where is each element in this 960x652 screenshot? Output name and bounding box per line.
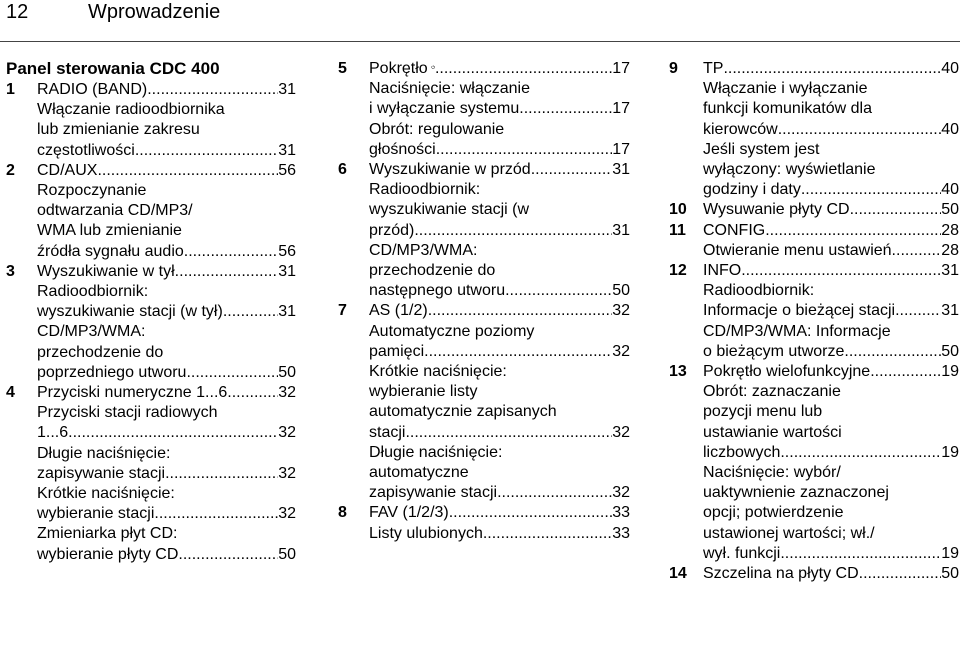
page-reference: 31 — [612, 161, 630, 179]
entry-text: Listy ulubionych — [369, 524, 483, 542]
entry-text: opcji; potwierdzenie — [703, 504, 844, 522]
item-number: 8 — [338, 504, 347, 522]
page-reference: 17 — [612, 100, 630, 118]
entry-text: Naciśnięcie: wybór/ — [703, 464, 841, 482]
leader-dots — [780, 544, 941, 564]
entry-text: przód) — [369, 221, 415, 239]
item-entry — [669, 200, 959, 220]
entry-text: FAV (1/2/3) — [369, 504, 449, 522]
toc-line — [369, 221, 630, 241]
toc-line — [369, 423, 630, 443]
entry-text: pozycji menu lub — [703, 403, 823, 421]
leader-dots — [186, 363, 278, 383]
toc-line — [37, 262, 296, 282]
page-reference: 50 — [612, 282, 630, 300]
entry-text: Pokrętło — [369, 60, 428, 77]
item-number: 6 — [338, 161, 347, 179]
entry-text: Przyciski numeryczne 1...6 — [37, 384, 228, 402]
entry-text: Otwieranie menu ustawień — [703, 241, 892, 259]
page-reference: 32 — [612, 484, 630, 502]
entry-text: CD/AUX — [37, 161, 98, 179]
item-entry — [6, 161, 296, 262]
leader-dots — [519, 99, 612, 119]
page-reference: 31 — [278, 81, 296, 98]
list-item — [338, 503, 630, 543]
entry-text: Przyciski stacji radiowych — [37, 404, 218, 422]
page-reference: 31 — [278, 262, 296, 280]
toc-line — [369, 140, 630, 160]
entry-text: AS (1/2) — [369, 302, 428, 320]
entry-text: Długie naciśnięcie: — [37, 444, 171, 462]
item-number: 13 — [669, 363, 687, 381]
toc-line — [369, 301, 630, 321]
entry-text: TP — [703, 60, 724, 77]
leader-dots — [436, 140, 613, 160]
page-reference: 50 — [941, 342, 959, 360]
page-reference: 50 — [278, 545, 296, 563]
entry-text: ustawionej wartości; wł./ — [703, 524, 875, 542]
item-entry — [669, 261, 959, 362]
entry-text: automatycznie zapisanych — [369, 403, 557, 421]
page-reference: 17 — [612, 140, 630, 158]
list-item — [6, 383, 296, 565]
item-entry — [669, 362, 959, 564]
entry-text: CD/MP3/WMA: Informacje — [703, 322, 891, 340]
list-item — [6, 161, 296, 262]
entry-text: i wyłączanie systemu — [369, 100, 520, 118]
item-entry — [669, 59, 959, 200]
entry-text: Automatyczne poziomy — [369, 322, 535, 340]
leader-dots — [97, 161, 278, 181]
entry-text: Włączanie i wyłączanie — [703, 80, 868, 98]
leader-dots — [449, 503, 612, 523]
entry-text: Jeśli system jest — [703, 140, 820, 158]
entry-text: wył. funkcji — [703, 544, 781, 562]
item-number: 2 — [6, 161, 15, 179]
leader-dots — [859, 564, 942, 584]
page-reference: 31 — [278, 303, 296, 321]
entry-text: wybieranie listy — [369, 383, 478, 401]
page-reference: 19 — [941, 544, 959, 562]
list-item — [338, 301, 630, 503]
entry-text: wyszukiwanie stacji (w tył) — [37, 303, 223, 321]
column-3 — [669, 59, 959, 584]
entry-text: wyszukiwanie stacji (w — [369, 201, 530, 219]
toc-line — [37, 161, 296, 181]
entry-text: źródła sygnału audio — [37, 242, 184, 260]
toc-line — [369, 99, 630, 119]
leader-dots — [175, 262, 279, 282]
page-reference: 50 — [941, 201, 959, 219]
item-entry — [6, 80, 296, 161]
entry-text: 1...6 — [37, 424, 69, 442]
page-reference: 50 — [941, 565, 959, 583]
toc-line — [37, 141, 296, 161]
entry-text: stacji — [369, 423, 406, 441]
entry-text: Informacje o bieżącej stacji — [703, 302, 896, 320]
item-entry — [338, 59, 630, 160]
entry-text: WMA lub zmienianie — [37, 222, 182, 240]
entry-text: przechodzenie do — [369, 262, 496, 280]
page-reference: 40 — [941, 120, 959, 138]
entry-text: Szczelina na płyty CD — [703, 565, 859, 583]
toc-line — [37, 545, 296, 565]
item-number: 1 — [6, 81, 15, 98]
leader-dots — [741, 261, 941, 281]
page-reference: 19 — [941, 363, 959, 381]
list-item — [669, 59, 959, 200]
leader-dots — [801, 180, 941, 200]
entry-text: Wyszukiwanie w przód — [369, 161, 531, 179]
entry-text: uaktywnienie zaznaczonej — [703, 484, 889, 502]
toc-line — [37, 363, 296, 383]
page-reference: 32 — [278, 505, 296, 523]
toc-line — [369, 59, 630, 79]
list-item — [669, 200, 959, 220]
leader-dots — [165, 464, 278, 484]
page-reference: 50 — [278, 363, 296, 381]
entry-text: godziny i daty — [703, 181, 801, 199]
leader-dots — [497, 483, 612, 503]
item-number: 9 — [669, 60, 678, 77]
entry-text: Radioodbiornik: — [369, 181, 481, 199]
entry-text: pamięci — [369, 342, 425, 360]
toc-line — [703, 200, 959, 220]
entry-text: wybieranie stacji — [37, 505, 155, 523]
entry-text: CD/MP3/WMA: — [37, 323, 146, 341]
entry-text: Rozpoczynanie — [37, 182, 147, 200]
leader-dots — [135, 141, 278, 161]
page-reference: 56 — [278, 161, 296, 179]
entry-text: liczbowych — [703, 443, 781, 461]
item-entry — [669, 221, 959, 261]
leader-dots — [184, 242, 278, 262]
toc-line — [703, 544, 959, 564]
leader-dots — [850, 200, 942, 220]
item-entry — [669, 564, 959, 584]
page-reference: 32 — [278, 424, 296, 442]
toc-line — [37, 242, 296, 262]
chapter-title: Wprowadzenie — [88, 1, 221, 23]
list-item — [669, 362, 959, 564]
leader-dots — [424, 342, 612, 362]
entry-text: INFO — [703, 262, 742, 280]
page-reference: 33 — [612, 504, 630, 522]
toc-line — [369, 503, 630, 523]
item-number: 4 — [6, 384, 15, 402]
entry-text: Pokrętło wielofunkcyjne — [703, 363, 871, 381]
leader-dots — [844, 342, 941, 362]
list-item — [669, 221, 959, 261]
leader-dots — [223, 302, 278, 322]
leader-dots — [435, 59, 612, 79]
page-number: 12 — [6, 1, 29, 23]
page-reference: 32 — [612, 423, 630, 441]
entry-text: CD/MP3/WMA: — [369, 241, 478, 259]
page-reference: 28 — [941, 221, 959, 239]
item-entry — [338, 160, 630, 301]
entry-text: Radioodbiornik: — [37, 283, 149, 301]
entry-text: Krótkie naciśnięcie: — [369, 363, 507, 381]
section-title: Panel sterowania CDC 400 — [6, 59, 220, 78]
leader-dots — [780, 443, 941, 463]
page-reference: 31 — [278, 141, 296, 159]
list-item — [338, 59, 630, 160]
item-number: 12 — [669, 262, 687, 280]
page-reference: 32 — [612, 302, 630, 320]
toc-line — [703, 362, 959, 382]
entry-text: Długie naciśnięcie: — [369, 443, 503, 461]
toc-line — [703, 301, 959, 321]
page-reference: 40 — [941, 60, 959, 77]
entry-text: CONFIG — [703, 221, 766, 239]
list-item — [669, 261, 959, 362]
toc-line — [703, 261, 959, 281]
toc-line — [703, 443, 959, 463]
entry-text: Naciśnięcie: włączanie — [369, 80, 530, 98]
toc-line — [37, 464, 296, 484]
list-item — [6, 80, 296, 161]
entry-text: Zmieniarka płyt CD: — [37, 525, 178, 543]
leader-dots — [531, 160, 613, 180]
leader-dots — [778, 120, 942, 140]
toc-line — [369, 483, 630, 503]
entry-text: Obrót: regulowanie — [369, 120, 505, 138]
item-number: 3 — [6, 262, 15, 280]
list-item — [6, 262, 296, 383]
entry-text: Wyszukiwanie w tył — [37, 262, 175, 280]
leader-dots — [428, 301, 613, 321]
toc-line — [369, 281, 630, 301]
leader-dots — [505, 281, 612, 301]
entry-text: wyłączony: wyświetlanie — [703, 161, 876, 179]
leader-dots — [227, 383, 278, 403]
entry-text: Krótkie naciśnięcie: — [37, 485, 175, 503]
entry-text: funkcji komunikatów dla — [703, 100, 872, 118]
toc-line — [703, 59, 959, 79]
entry-text: odtwarzania CD/MP3/ — [37, 202, 193, 220]
leader-dots — [178, 545, 278, 565]
entry-text: poprzedniego utworu — [37, 363, 187, 381]
leader-dots — [870, 362, 941, 382]
entry-text: o bieżącym utworze — [703, 342, 845, 360]
page-reference: 32 — [278, 464, 296, 482]
leader-dots — [895, 301, 941, 321]
entry-text: Obrót: zaznaczanie — [703, 383, 841, 401]
entry-text: zapisywanie stacji — [37, 464, 166, 482]
item-number: 5 — [338, 60, 347, 77]
entry-text: przechodzenie do — [37, 343, 164, 361]
entry-text: Włączanie radioodbiornika — [37, 101, 225, 119]
leader-dots — [892, 241, 942, 261]
leader-dots — [414, 221, 612, 241]
item-number: 10 — [669, 201, 687, 219]
entry-text: Radioodbiornik: — [703, 282, 815, 300]
page-header — [0, 0, 960, 38]
entry-text: lub zmienianie zakresu — [37, 121, 200, 139]
leader-dots — [723, 59, 941, 79]
page-reference: 19 — [941, 443, 959, 461]
item-number: 11 — [669, 221, 686, 239]
page-reference: 17 — [612, 60, 630, 77]
page-reference: 33 — [612, 524, 630, 542]
item-entry — [338, 503, 630, 543]
page-reference: 40 — [941, 181, 959, 199]
page-reference: 31 — [941, 302, 959, 320]
toc-line — [37, 302, 296, 322]
toc-line — [369, 342, 630, 362]
entry-text: zapisywanie stacji — [369, 484, 498, 502]
toc-line — [703, 221, 959, 241]
toc-line — [37, 504, 296, 524]
toc-line — [703, 342, 959, 362]
page-reference: 31 — [612, 221, 630, 239]
item-entry — [6, 262, 296, 383]
toc-line — [37, 383, 296, 403]
entry-text: głośności — [369, 140, 436, 158]
leader-dots — [68, 423, 278, 443]
toc-line — [703, 241, 959, 261]
header-divider — [0, 41, 960, 42]
toc-line — [369, 160, 630, 180]
leader-dots — [405, 423, 612, 443]
entry-text: kierowców — [703, 120, 778, 138]
column-2 — [338, 59, 630, 544]
entry-text: RADIO (BAND) — [37, 81, 148, 98]
column-1 — [6, 59, 296, 565]
page-reference: 32 — [612, 342, 630, 360]
page-reference: 28 — [941, 241, 959, 259]
entry-text: następnego utworu — [369, 282, 506, 300]
toc-line — [703, 120, 959, 140]
entry-text: wybieranie płyty CD — [37, 545, 179, 563]
leader-dots — [765, 221, 941, 241]
list-item — [669, 564, 959, 584]
item-entry — [6, 383, 296, 565]
item-entry — [338, 301, 630, 503]
entry-text: Wysuwanie płyty CD — [703, 201, 850, 219]
toc-line — [37, 80, 296, 100]
toc-line — [369, 524, 630, 544]
entry-text: automatyczne — [369, 464, 469, 482]
leader-dots — [483, 524, 612, 544]
entry-text: częstotliwości — [37, 141, 135, 159]
item-number: 7 — [338, 302, 347, 320]
page-reference: 32 — [278, 384, 296, 402]
entry-text: ustawianie wartości — [703, 423, 842, 441]
toc-line — [37, 423, 296, 443]
toc-line — [703, 564, 959, 584]
page-reference: 31 — [941, 262, 959, 280]
list-item — [338, 160, 630, 301]
leader-dots — [154, 504, 278, 524]
page-reference: 56 — [278, 242, 296, 260]
leader-dots — [147, 80, 278, 100]
toc-line — [703, 180, 959, 200]
item-number: 14 — [669, 565, 687, 583]
